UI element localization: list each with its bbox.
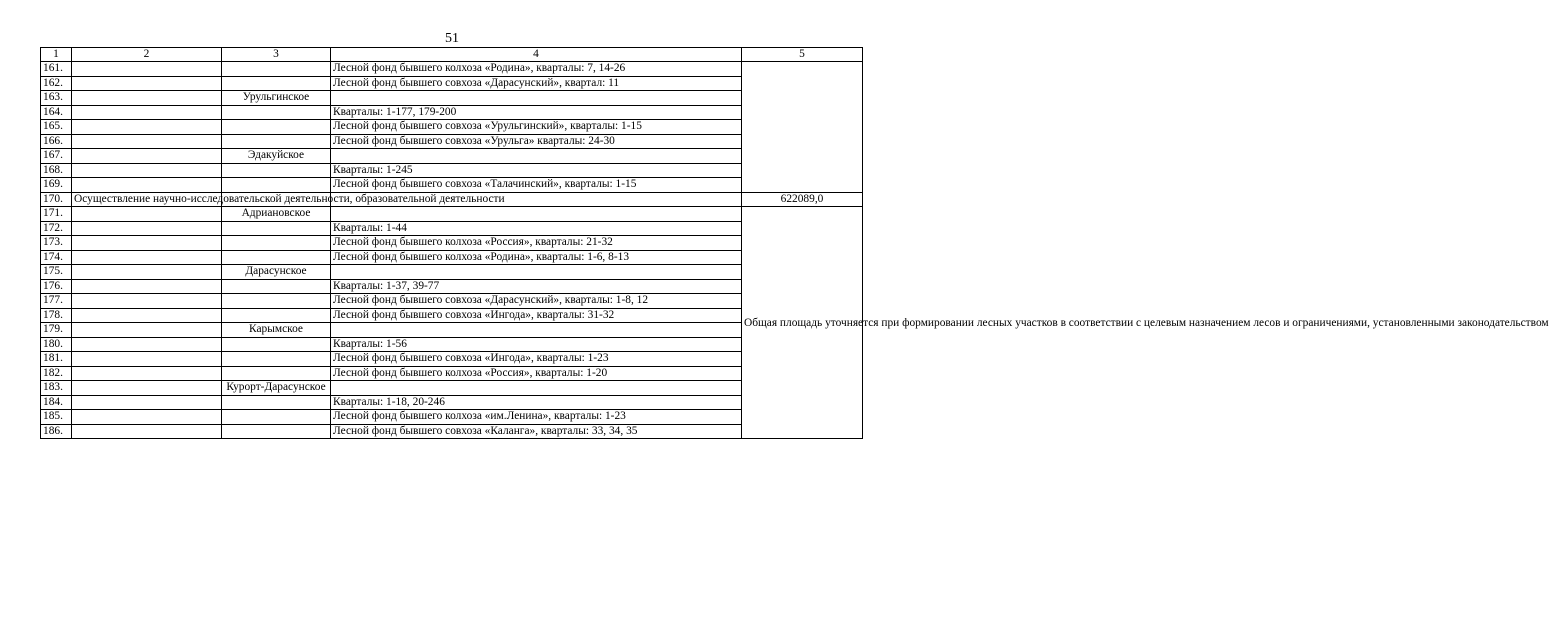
table-row [41,149,863,164]
district-cell [222,366,331,381]
row-number: 182. [41,366,72,381]
quarters-cell: Лесной фонд бывшего колхоза «им.Ленина», кварталы: 1-23 [331,410,742,425]
table-row [41,294,863,309]
purpose-cell [72,308,222,323]
quarters-cell: Лесной фонд бывшего колхоза «Родина», кварталы: 7, 14-26 [331,62,742,77]
row-number: 170. [41,192,72,207]
quarters-cell [331,207,742,222]
col5-empty-cell [742,62,863,193]
purpose-cell [72,178,222,193]
quarters-cell: Лесной фонд бывшего колхоза «Родина», кварталы: 1-6, 8-13 [331,250,742,265]
quarters-cell: Лесной фонд бывшего совхоза «Талачинский», кварталы: 1-15 [331,178,742,193]
district-cell [222,279,331,294]
district-cell [222,62,331,77]
table-row [41,178,863,193]
quarters-cell: Лесной фонд бывшего колхоза «Россия», кварталы: 1-20 [331,366,742,381]
district-cell [222,294,331,309]
table-row [41,134,863,149]
area-note-cell: Общая площадь уточняется при формировании лесных участков в соответствии с целевым назначением лесов и ограничениями, установленными законодательством [742,207,863,439]
table-row [41,381,863,396]
table-row [41,265,863,280]
district-cell [222,410,331,425]
purpose-cell [72,207,222,222]
district-cell [222,178,331,193]
purpose-cell [72,352,222,367]
table-row [41,91,863,106]
row-number: 169. [41,178,72,193]
table-row [41,308,863,323]
purpose-cell [72,265,222,280]
district-cell [222,163,331,178]
header-cell-3: 3 [222,48,331,62]
row-number: 168. [41,163,72,178]
table-row [41,207,863,222]
table-row [41,221,863,236]
row-number: 178. [41,308,72,323]
row-number: 164. [41,105,72,120]
quarters-cell: Кварталы: 1-177, 179-200 [331,105,742,120]
forest-table [40,47,1549,439]
table-row [41,163,863,178]
row-number: 180. [41,337,72,352]
row-number: 177. [41,294,72,309]
district-cell: Урульгинское [222,91,331,106]
purpose-cell [72,294,222,309]
district-cell: Адриановское [222,207,331,222]
quarters-cell [331,91,742,106]
row-number: 161. [41,62,72,77]
table-row [41,337,863,352]
quarters-cell: Лесной фонд бывшего совхоза «Ингода», кварталы: 1-23 [331,352,742,367]
purpose-cell [72,105,222,120]
row-number: 174. [41,250,72,265]
district-cell [222,221,331,236]
district-cell [222,352,331,367]
purpose-cell [72,149,222,164]
area-total-cell: 622089,0 [742,192,863,207]
row-number: 163. [41,91,72,106]
row-number: 175. [41,265,72,280]
purpose-cell [72,323,222,338]
district-cell [222,250,331,265]
quarters-cell: Кварталы: 1-44 [331,221,742,236]
table-row [41,323,863,338]
row-number: 179. [41,323,72,338]
quarters-cell: Лесной фонд бывшего колхоза «Россия», кварталы: 21-32 [331,236,742,251]
table-row [41,76,863,91]
page-number: 51 [445,31,459,46]
quarters-cell [331,323,742,338]
quarters-cell: Лесной фонд бывшего совхоза «Дарасунский», кварталы: 1-8, 12 [331,294,742,309]
purpose-cell [72,366,222,381]
district-cell: Эдакуйское [222,149,331,164]
table-row [41,366,863,381]
quarters-cell [331,381,742,396]
row-number: 162. [41,76,72,91]
purpose-cell [72,250,222,265]
table-row [41,236,863,251]
district-cell [222,236,331,251]
quarters-cell [331,149,742,164]
district-cell [222,308,331,323]
row-number: 184. [41,395,72,410]
quarters-cell: Кварталы: 1-18, 20-246 [331,395,742,410]
district-cell: Дарасунское [222,265,331,280]
row-number: 166. [41,134,72,149]
district-cell [222,76,331,91]
district-cell [222,424,331,439]
table-row [41,105,863,120]
quarters-cell: Лесной фонд бывшего совхоза «Каланга», кварталы: 33, 34, 35 [331,424,742,439]
purpose-cell [72,424,222,439]
purpose-cell [72,410,222,425]
row-number: 167. [41,149,72,164]
header-cell-1: 1 [41,48,72,62]
table-row [41,410,863,425]
purpose-cell [72,76,222,91]
table-row [41,62,863,77]
purpose-cell [72,279,222,294]
purpose-cell [72,236,222,251]
district-cell: Карымское [222,323,331,338]
purpose-cell [72,91,222,106]
purpose-cell [72,163,222,178]
district-cell [222,395,331,410]
district-cell [222,105,331,120]
header-cell-4: 4 [331,48,742,62]
quarters-cell: Лесной фонд бывшего совхоза «Урульга» кварталы: 24-30 [331,134,742,149]
purpose-cell [72,337,222,352]
row-number: 176. [41,279,72,294]
purpose-cell [72,381,222,396]
quarters-cell: Лесной фонд бывшего совхоза «Ингода», кварталы: 31-32 [331,308,742,323]
district-cell [222,120,331,135]
row-number: 181. [41,352,72,367]
row-number: 185. [41,410,72,425]
purpose-cell [72,120,222,135]
purpose-cell [72,134,222,149]
district-cell: Курорт-Дарасунское [222,381,331,396]
table-row [41,279,863,294]
table-row [41,352,863,367]
table-row [41,395,863,410]
purpose-cell [72,62,222,77]
purpose-cell: Осуществление научно-исследовательской деятельности, образовательной деятельности [72,192,222,207]
quarters-cell: Кварталы: 1-245 [331,163,742,178]
table-row [41,192,863,207]
district-cell [222,134,331,149]
row-number: 171. [41,207,72,222]
table-row [41,250,863,265]
header-row [41,48,863,62]
quarters-cell: Кварталы: 1-37, 39-77 [331,279,742,294]
header-cell-2: 2 [72,48,222,62]
quarters-cell: Кварталы: 1-56 [331,337,742,352]
row-number: 186. [41,424,72,439]
district-cell [222,337,331,352]
header-cell-5: 5 [742,48,863,62]
purpose-cell [72,221,222,236]
row-number: 173. [41,236,72,251]
row-number: 165. [41,120,72,135]
purpose-cell [72,395,222,410]
table-row [41,424,863,439]
quarters-cell: Лесной фонд бывшего совхоза «Урульгинский», кварталы: 1-15 [331,120,742,135]
row-number: 172. [41,221,72,236]
table-row [41,120,863,135]
row-number: 183. [41,381,72,396]
quarters-cell [331,265,742,280]
quarters-cell: Лесной фонд бывшего совхоза «Дарасунский», квартал: 11 [331,76,742,91]
